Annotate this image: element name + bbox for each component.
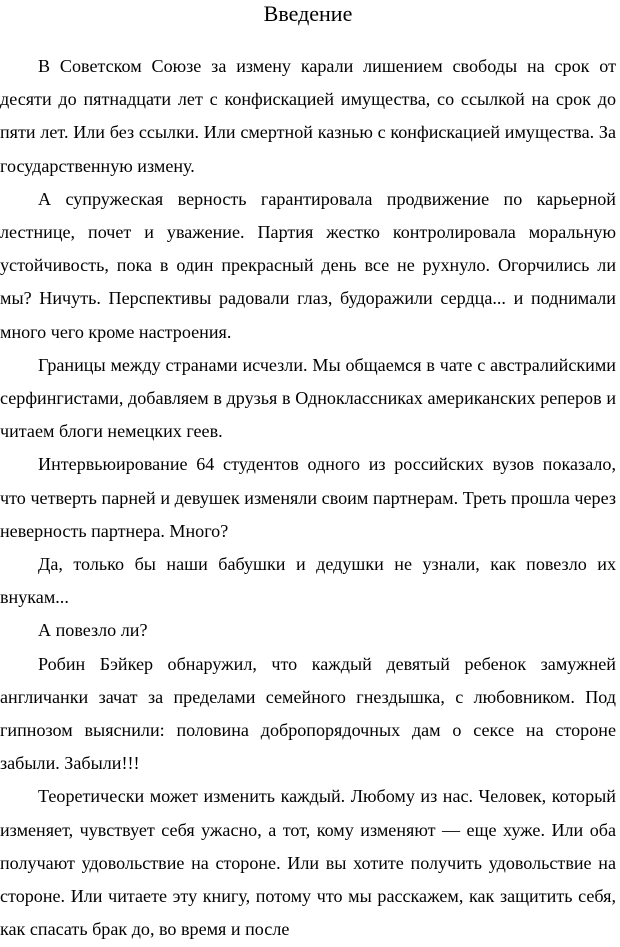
paragraph-4: Интервьюирование 64 студентов одного из российских вузов показало, что четверть парней и девушек изменяли своим партнерам. Треть прошла через неверность партнера. Много? <box>0 454 616 541</box>
paragraph-6: А повезло ли? <box>38 620 148 641</box>
paragraph-5: Да, только бы наши бабушки и дедушки не узнали, как повезло их внукам... <box>0 554 616 608</box>
paragraph-1: В Советском Союзе за измену карали лишением свободы на срок от десяти до пятнадцати лет с конфискацией имущества, со ссылкой на срок до пяти лет. Или без ссылки. Или смертной казнью с конфискацией имущества. За государственную измену. <box>0 56 616 176</box>
page-title: Введение <box>263 1 353 26</box>
paragraph-7: Робин Бэйкер обнаружил, что каждый девятый ребенок замужней англичанки зачат за пределами семейного гнездышка, с любовником. Под гипнозом выяснили: половина добропорядочных дам о сексе на стороне забыли. Забыли!!! <box>0 653 616 774</box>
paragraph-2: А супружеская верность гарантировала продвижение по карьерной лестнице, почет и уважение. Партия жестко контролировала моральную устойчивость, пока в один прекрасный день все не рухнуло. Огорчились ли мы? Ничуть. Перспективы радовали глаз, будоражили сердца... и поднимали много чего кроме настроения. <box>0 188 616 342</box>
paragraph-8: Теоретически может изменить каждый. Любому из нас. Человек, который изменяет, чувствует себя ужасно, а тот, кому изменяют — еще хуже. Или оба получают удовольствие на стороне. Или вы хотите получить удовольствие на стороне. Или читаете эту книгу, потому что мы расскажем, как защитить себя, как спасать брак до, во время и после <box>0 786 616 940</box>
paragraph-3: Границы между странами исчезли. Мы общаемся в чате с австралийскими серфингистами, добавляем в друзья в Одноклассниках американских реперов и читаем блоги немецких геев. <box>0 354 616 442</box>
document-body <box>0 50 616 946</box>
